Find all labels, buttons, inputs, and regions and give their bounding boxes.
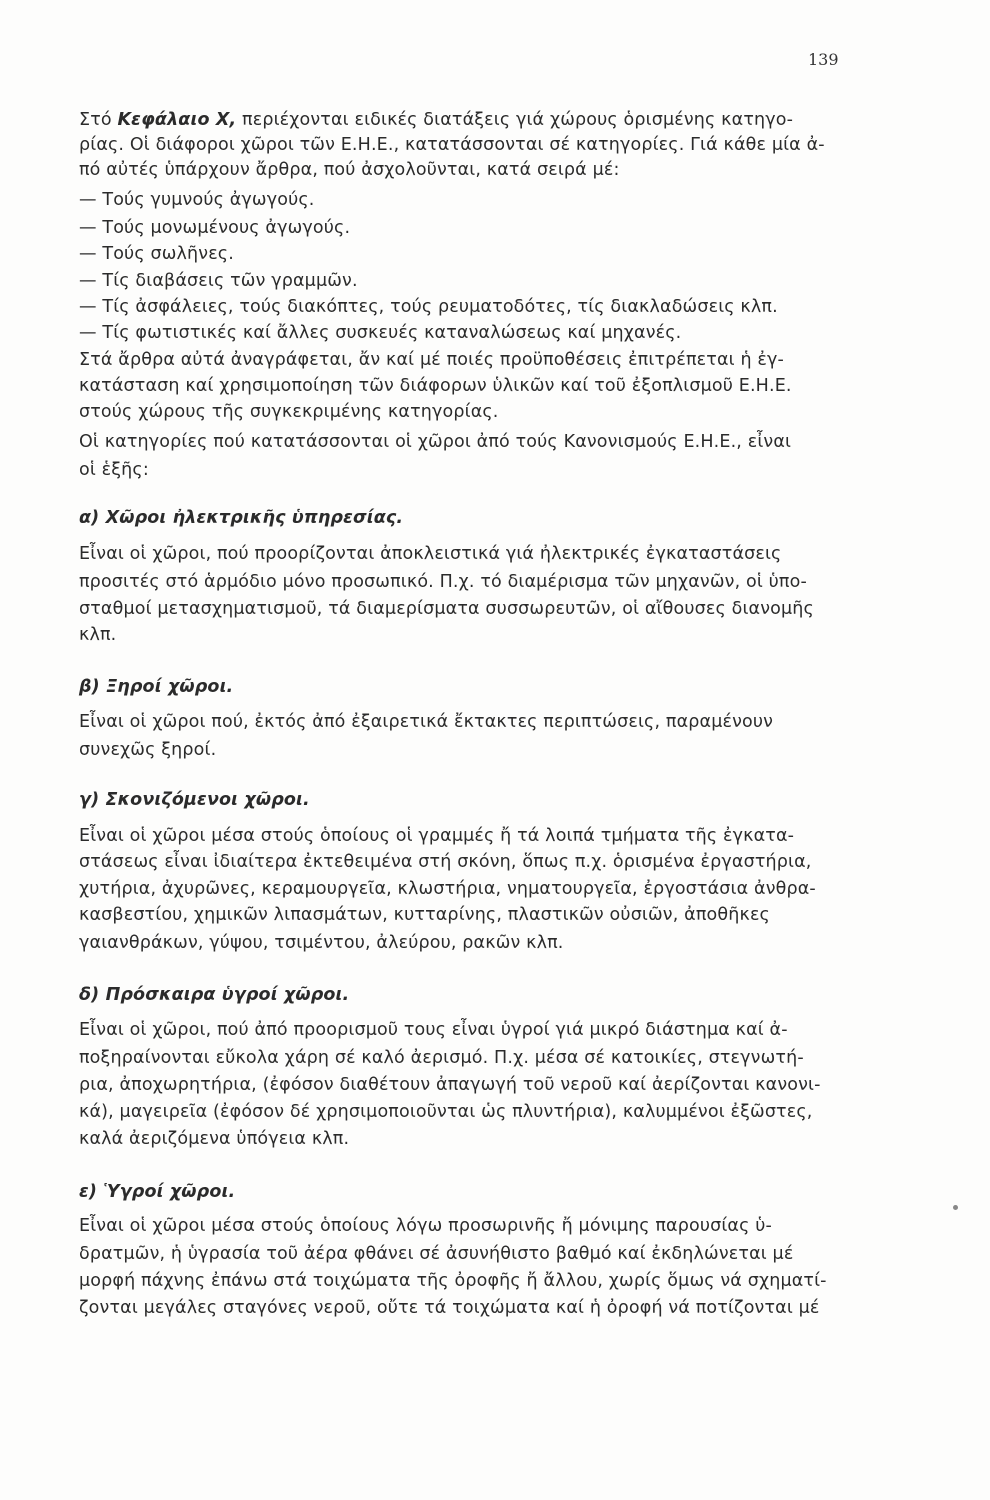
section-line: χυτήρια, ἀχυρῶνες, κεραμουργεῖα, κλωστήρια, νηματουργεῖα, ἐργοστάσια ἀνθρα- (79, 879, 816, 899)
section-line: Εἶναι οἱ χῶροι μέσα στούς ὁποίους λόγω προσωρινῆς ἤ μόνιμης παρουσίας ὑ- (79, 1216, 772, 1236)
section-heading: δ) Πρόσκαιρα ὑγροί χῶροι. (79, 985, 350, 1005)
intro-line-3: πό αὐτές ὑπάρχουν ἄρθρα, πού ἀσχολοῦνται, κατά σειρά μέ: (79, 160, 620, 180)
section-line: στάσεως εἶναι ἰδιαίτερα ἐκτεθειμένα στή σκόνη, ὅπως π.χ. ὁρισμένα ἐργαστήρια, (79, 852, 812, 872)
list-item: — Τίς φωτιστικές καί ἄλλες συσκευές καταναλώσεως καί μηχανές. (79, 323, 682, 343)
section-heading: ε) Ὑγροί χῶροι. (79, 1182, 236, 1202)
section-line: σταθμοί μετασχηματισμοῦ, τά διαμερίσματα συσσωρευτῶν, οἱ αἴθουσες διανομῆς (79, 599, 814, 619)
section-line: κλπ. (79, 625, 117, 645)
section-line: Εἶναι οἱ χῶροι πού, ἐκτός ἀπό ἐξαιρετικά ἔκτακτες περιπτώσεις, παραμένουν (79, 712, 774, 732)
section-line: καλά ἀεριζόμενα ὑπόγεια κλπ. (79, 1129, 350, 1149)
section-heading: γ) Σκονιζόμενοι χῶροι. (79, 790, 310, 810)
list-item: — Τούς γυμνούς ἀγωγούς. (79, 190, 315, 210)
page-number: 139 (808, 50, 839, 69)
scan-speck (953, 1205, 958, 1210)
intro-text: Στό (79, 110, 118, 130)
intro-line-2: ρίας. Οἱ διάφοροι χῶροι τῶν Ε.Η.Ε., κατατάσσονται σέ κατηγορίες. Γιά κάθε μία ἀ- (79, 135, 825, 155)
intro-line-1 (79, 110, 793, 130)
section-heading: β) Ξηροί χῶροι. (79, 677, 234, 697)
list-item: — Τίς ἀσφάλειες, τούς διακόπτες, τούς ρευματοδότες, τίς διακλαδώσεις κλπ. (79, 297, 778, 317)
section-line: προσιτές στό ἁρμόδιο μόνο προσωπικό. Π.χ. τό διαμέρισμα τῶν μηχανῶν, οἱ ὑπο- (79, 572, 807, 592)
chapter-reference: Κεφάλαιο Χ, (117, 110, 237, 130)
section-line: Εἶναι οἱ χῶροι μέσα στούς ὁποίους οἱ γραμμές ἤ τά λοιπά τμήματα τῆς ἐγκατα- (79, 826, 795, 846)
section-line: ποξηραίνονται εὔκολα χάρη σέ καλό ἀερισμό. Π.χ. μέσα σέ κατοικίες, στεγνωτή- (79, 1048, 804, 1068)
list-item: — Τούς μονωμένους ἀγωγούς. (79, 218, 351, 238)
section-line: γαιανθράκων, γύψου, τσιμέντου, ἀλεύρου, ρακῶν κλπ. (79, 933, 564, 953)
paragraph-line: Στά ἄρθρα αὐτά ἀναγράφεται, ἄν καί μέ ποιές προϋποθέσεις ἐπιτρέπεται ἡ ἐγ- (79, 350, 784, 370)
section-line: μορφή πάχνης ἐπάνω στά τοιχώματα τῆς ὀροφῆς ἤ ἄλλου, χωρίς ὅμως νά σχηματί- (79, 1271, 827, 1291)
section-line: κά), μαγειρεῖα (ἐφόσον δέ χρησιμοποιοῦνται ὡς πλυντήρια), καλυμμένοι ἐξῶστες, (79, 1102, 813, 1122)
section-line: Εἶναι οἱ χῶροι, πού ἀπό προορισμοῦ τους εἶναι ὑγροί γιά μικρό διάστημα καί ἀ- (79, 1020, 788, 1040)
section-line: ζονται μεγάλες σταγόνες νεροῦ, οὔτε τά τοιχώματα καί ἡ ὀροφή νά ποτίζονται μέ (79, 1298, 820, 1318)
section-heading: α) Χῶροι ἠλεκτρικῆς ὑπηρεσίας. (79, 508, 404, 528)
section-line: συνεχῶς ξηροί. (79, 740, 217, 760)
paragraph-line: στούς χώρους τῆς συγκεκριμένης κατηγορίας. (79, 402, 499, 422)
paragraph-line: κατάσταση καί χρησιμοποίηση τῶν διάφορων ὑλικῶν καί τοῦ ἐξοπλισμοῦ Ε.Η.Ε. (79, 376, 792, 396)
list-item: — Τίς διαβάσεις τῶν γραμμῶν. (79, 271, 358, 291)
section-line: κασβεστίου, χημικῶν λιπασμάτων, κυτταρίνης, πλαστικῶν οὐσιῶν, ἀποθῆκες (79, 905, 770, 925)
paragraph-line: Οἱ κατηγορίες πού κατατάσσονται οἱ χῶροι ἀπό τούς Κανονισμούς Ε.Η.Ε., εἶναι (79, 432, 792, 452)
list-item: — Τούς σωλῆνες. (79, 244, 234, 264)
section-line: δρατμῶν, ἡ ὑγρασία τοῦ ἀέρα φθάνει σέ ἀσυνήθιστο βαθμό καί ἐκδηλώνεται μέ (79, 1244, 794, 1264)
paragraph-line: οἱ ἑξῆς: (79, 460, 149, 480)
section-line: Εἶναι οἱ χῶροι, πού προορίζονται ἀποκλειστικά γιά ἠλεκτρικές ἐγκαταστάσεις (79, 544, 782, 564)
section-line: ρια, ἀποχωρητήρια, (ἐφόσον διαθέτουν ἀπαγωγή τοῦ νεροῦ καί ἀερίζονται κανονι- (79, 1075, 821, 1095)
intro-text: περιέχονται ειδικές διατάξεις γιά χώρους ὁρισμένης κατηγο- (236, 110, 794, 130)
